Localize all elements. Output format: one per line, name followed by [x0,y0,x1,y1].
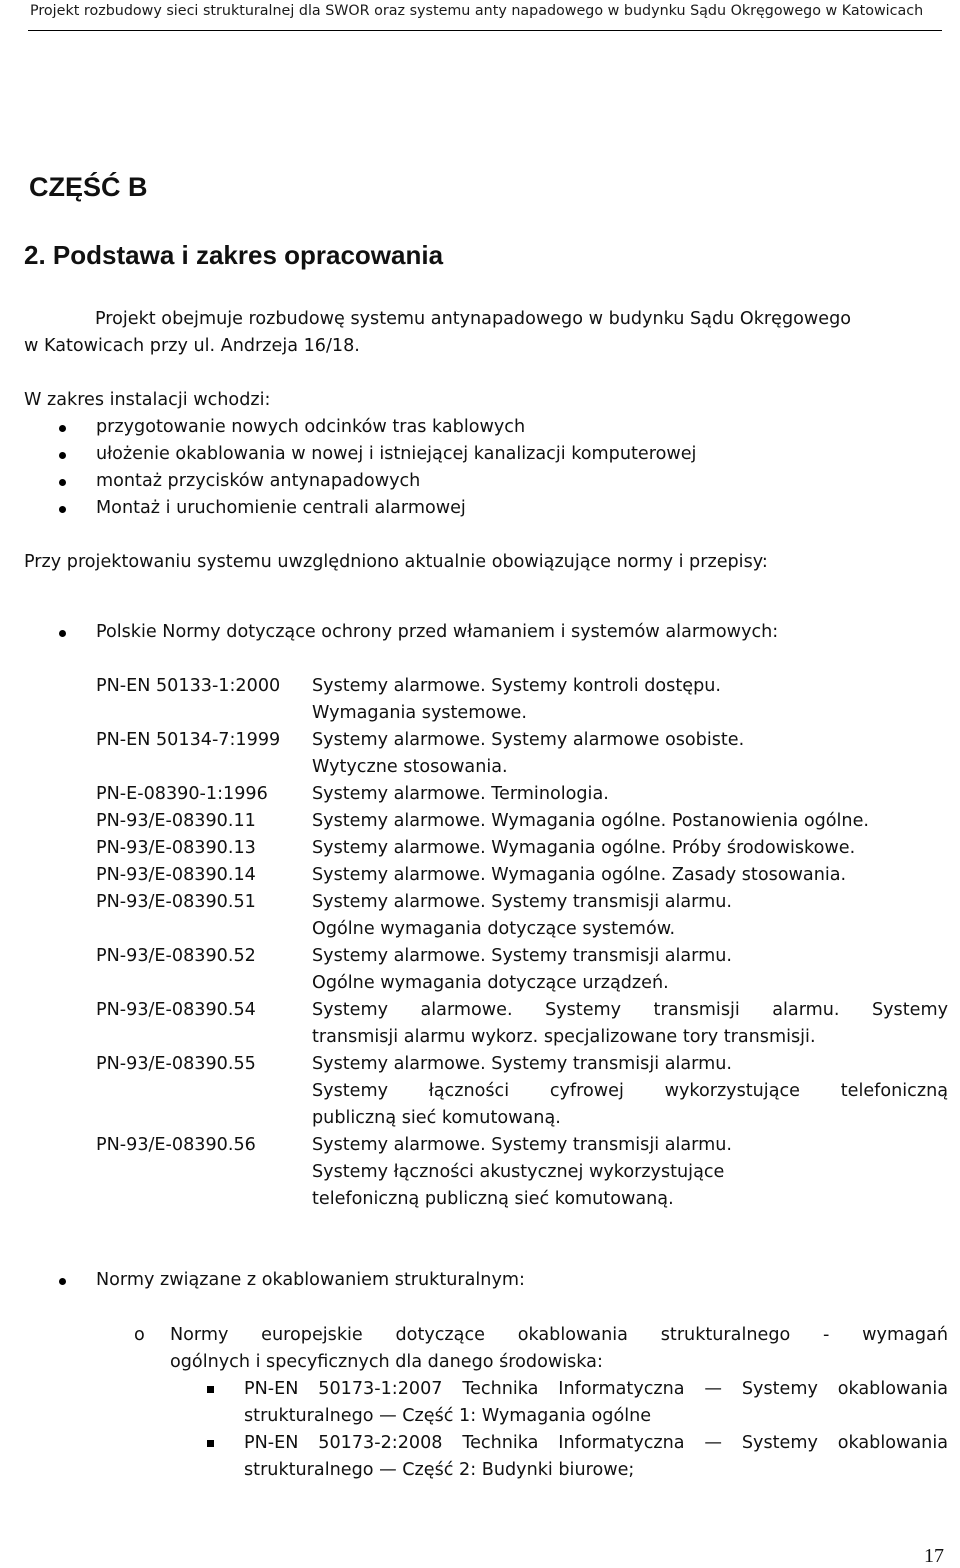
norm-desc: Systemy alarmowe. Terminologia. [312,784,609,804]
scope-lead: W zakres instalacji wchodzi: [24,390,271,410]
running-header: Projekt rozbudowy sieci strukturalnej dla SWOR oraz systemu anty napadowego w budynku Sądu Okręgowego w Katowicach [30,3,924,19]
polish-norms-heading: Polskie Normy dotyczące ochrony przed włamaniem i systemów alarmowych: [96,622,779,642]
norm-code: PN-93/E-08390.55 [96,1054,256,1074]
bullet-icon [59,630,66,637]
norm-desc: Systemy alarmowe. Wymagania ogólne. Próby środowiskowe. [312,838,856,858]
scope-item: przygotowanie nowych odcinków tras kablowych [96,417,526,437]
cabling-sub-heading: Normy europejskie dotyczące okablowania strukturalnego - wymagań [170,1325,948,1345]
norm-desc: Systemy alarmowe. Systemy alarmowe osobiste. [312,730,745,750]
norm-desc: Systemy alarmowe. Wymagania ogólne. Zasady stosowania. [312,865,847,885]
bullet-icon [59,452,66,459]
cabling-norms-heading: Normy związane z okablowaniem strukturalnym: [96,1270,525,1290]
scope-item: Montaż i uruchomienie centrali alarmowej [96,498,466,518]
norm-desc: Systemy łączności akustycznej wykorzystujące [312,1162,725,1182]
square-bullet-icon [207,1440,214,1447]
norm-code: PN-93/E-08390.51 [96,892,256,912]
intro-line-1: Projekt obejmuje rozbudowę systemu antynapadowego w budynku Sądu Okręgowego [95,309,852,329]
norm-code: PN-93/E-08390.56 [96,1135,256,1155]
norm-desc: Ogólne wymagania dotyczące urządzeń. [312,973,669,993]
norm-code: PN-93/E-08390.14 [96,865,256,885]
norm-desc: Wytyczne stosowania. [312,757,508,777]
intro-line-2: w Katowicach przy ul. Andrzeja 16/18. [24,336,360,356]
norm-code: PN-93/E-08390.54 [96,1000,256,1020]
section-title: 2. Podstawa i zakres opracowania [24,240,444,270]
cabling-norm-item: strukturalnego — Część 2: Budynki biurowe; [244,1460,635,1480]
norm-code: PN-EN 50133-1:2000 [96,676,281,696]
norm-desc: Systemy łączności cyfrowej wykorzystujące telefoniczną [312,1081,948,1101]
norm-code: PN-EN 50134-7:1999 [96,730,281,750]
norm-desc: Systemy alarmowe. Wymagania ogólne. Postanowienia ogólne. [312,811,869,831]
norm-desc: transmisji alarmu wykorz. specjalizowane tory transmisji. [312,1027,816,1047]
norm-desc: Systemy alarmowe. Systemy transmisji alarmu. Systemy [312,1000,948,1020]
norm-desc: telefoniczną publiczną sieć komutowaną. [312,1189,674,1209]
square-bullet-icon [207,1386,214,1393]
bullet-icon [59,425,66,432]
cabling-norm-item: PN-EN 50173-1:2007 Technika Informatyczna — Systemy okablowania [244,1379,948,1399]
norm-desc: Systemy alarmowe. Systemy transmisji alarmu. [312,1054,732,1074]
norm-desc: Systemy alarmowe. Systemy transmisji alarmu. [312,946,732,966]
part-title: CZĘŚĆ B [29,172,148,202]
norm-desc: Wymagania systemowe. [312,703,527,723]
norm-code: PN-93/E-08390.52 [96,946,256,966]
norms-lead: Przy projektowaniu systemu uwzględniono aktualnie obowiązujące normy i przepisy: [24,552,768,572]
circle-bullet-icon: o [134,1325,145,1345]
header-rule [28,30,942,31]
norm-code: PN-93/E-08390.13 [96,838,256,858]
norm-desc: Systemy alarmowe. Systemy kontroli dostępu. [312,676,721,696]
cabling-sub-heading: ogólnych i specyficznych dla danego środowiska: [170,1352,603,1372]
bullet-icon [59,506,66,513]
scope-item: ułożenie okablowania w nowej i istniejącej kanalizacji komputerowej [96,444,697,464]
norm-code: PN-93/E-08390.11 [96,811,256,831]
norm-desc: publiczną sieć komutowaną. [312,1108,561,1128]
scope-item: montaż przycisków antynapadowych [96,471,421,491]
norm-desc: Systemy alarmowe. Systemy transmisji alarmu. [312,1135,732,1155]
bullet-icon [59,479,66,486]
cabling-norm-item: strukturalnego — Część 1: Wymagania ogólne [244,1406,652,1426]
norm-desc: Ogólne wymagania dotyczące systemów. [312,919,676,939]
norm-code: PN-E-08390-1:1996 [96,784,268,804]
bullet-icon [59,1278,66,1285]
cabling-norm-item: PN-EN 50173-2:2008 Technika Informatyczna — Systemy okablowania [244,1433,948,1453]
page-number: 17 [924,1545,944,1567]
norm-desc: Systemy alarmowe. Systemy transmisji alarmu. [312,892,732,912]
